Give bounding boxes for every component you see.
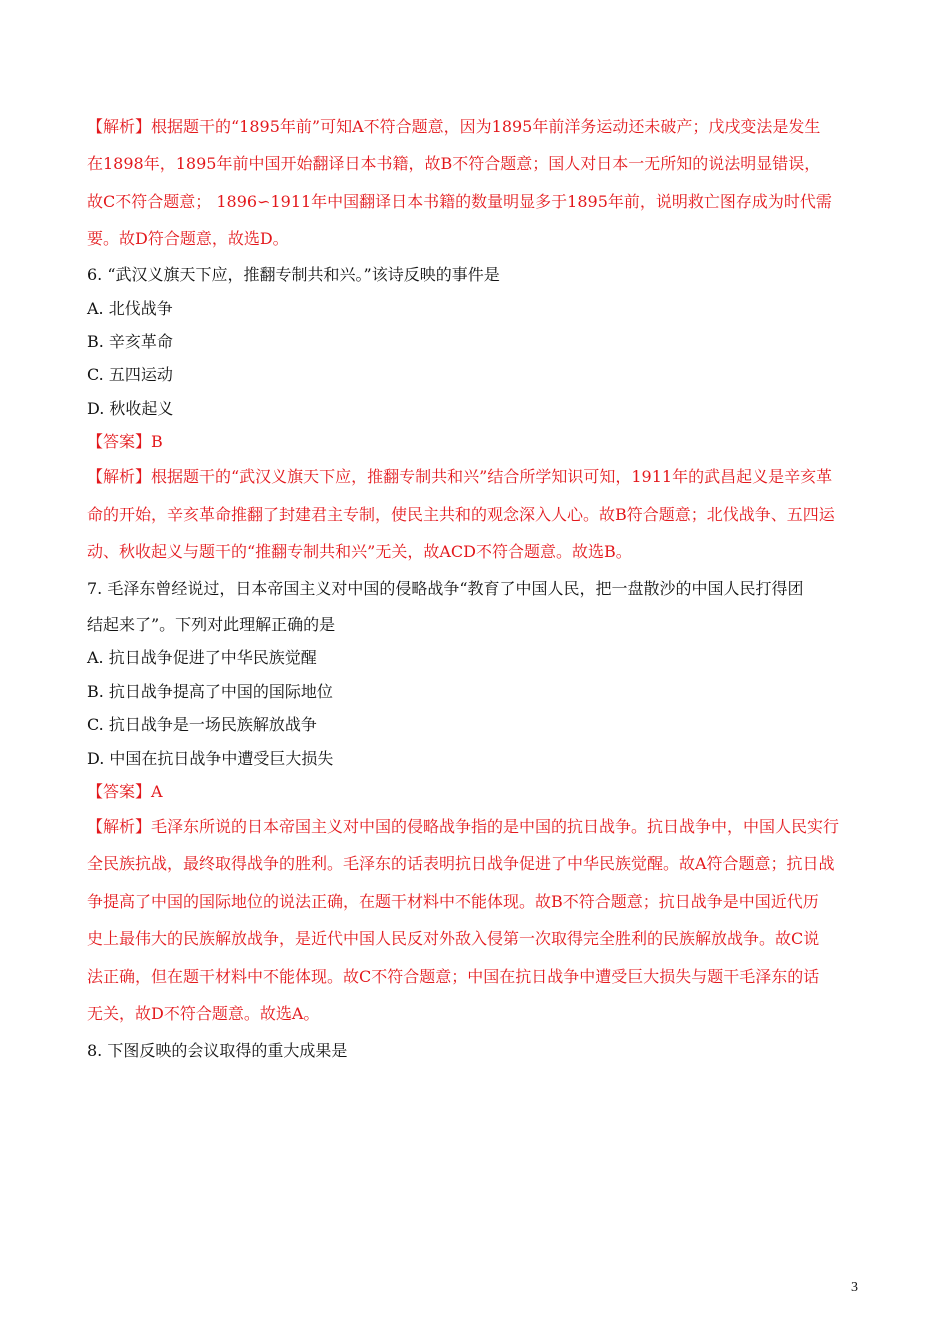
q7-explanation-line-1: 【解析】毛泽东所说的日本帝国主义对中国的侵略战争指的是中国的抗日战争。抗日战争中，中国人民实行 <box>87 817 840 836</box>
q7-explanation-line-3: 争提高了中国的国际地位的说法正确，在题干材料中不能体现。故B不符合题意；抗日战争是中国近代历 <box>87 892 819 911</box>
q7-explanation-line-2: 全民族抗战，最终取得战争的胜利。毛泽东的话表明抗日战争促进了中华民族觉醒。故A符合题意；抗日战 <box>87 854 835 873</box>
q7-explanation-line-6: 无关，故D不符合题意。故选A。 <box>87 1004 320 1023</box>
q5-explanation-line-1: 【解析】根据题干的“1895年前”可知A不符合题意，因为1895年前洋务运动还未破产；戊戌变法是发生 <box>87 117 821 136</box>
q6-option-c: C. 五四运动 <box>87 365 173 384</box>
q8-stem: 8. 下图反映的会议取得的重大成果是 <box>87 1041 348 1060</box>
q6-stem: 6. “武汉义旗天下应，推翻专制共和兴。”该诗反映的事件是 <box>87 265 500 284</box>
q6-explanation-line-1: 【解析】根据题干的“武汉义旗天下应，推翻专制共和兴”结合所学知识可知，1911年的武昌起义是辛亥革 <box>87 467 833 486</box>
q7-stem-line-2: 结起来了”。下列对此理解正确的是 <box>87 615 336 634</box>
q6-answer: 【答案】B <box>87 432 163 451</box>
q5-explanation-line-3: 故C不符合题意； 1896∽1911年中国翻译日本书籍的数量明显多于1895年前，说明救亡图存成为时代需 <box>87 192 832 211</box>
page-number: 3 <box>851 1280 858 1295</box>
q7-option-c: C. 抗日战争是一场民族解放战争 <box>87 715 317 734</box>
q5-explanation-line-2: 在1898年，1895年前中国开始翻译日本书籍，故B不符合题意；国人对日本一无所知的说法明显错误， <box>87 154 821 173</box>
q7-answer: 【答案】A <box>87 782 163 801</box>
q6-option-a: A. 北伐战争 <box>87 299 173 318</box>
q6-option-b: B. 辛亥革命 <box>87 332 173 351</box>
q5-explanation-line-4: 要。故D符合题意，故选D。 <box>87 229 289 248</box>
q6-explanation-line-3: 动、秋收起义与题干的“推翻专制共和兴”无关，故ACD不符合题意。故选B。 <box>87 542 632 561</box>
q7-option-b: B. 抗日战争提高了中国的国际地位 <box>87 682 333 701</box>
q7-stem-line-1: 7. 毛泽东曾经说过，日本帝国主义对中国的侵略战争“教育了中国人民，把一盘散沙的中国人民打得团 <box>87 579 804 598</box>
q7-explanation-line-4: 史上最伟大的民族解放战争，是近代中国人民反对外敌入侵第一次取得完全胜利的民族解放战争。故C说 <box>87 929 820 948</box>
q6-option-d: D. 秋收起义 <box>87 399 174 418</box>
q6-explanation-line-2: 命的开始，辛亥革命推翻了封建君主专制，使民主共和的观念深入人心。故B符合题意；北伐战争、五四运 <box>87 505 835 524</box>
q7-option-d: D. 中国在抗日战争中遭受巨大损失 <box>87 749 334 768</box>
q7-option-a: A. 抗日战争促进了中华民族觉醒 <box>87 648 317 667</box>
q7-explanation-line-5: 法正确，但在题干材料中不能体现。故C不符合题意；中国在抗日战争中遭受巨大损失与题干毛泽东的话 <box>87 967 820 986</box>
